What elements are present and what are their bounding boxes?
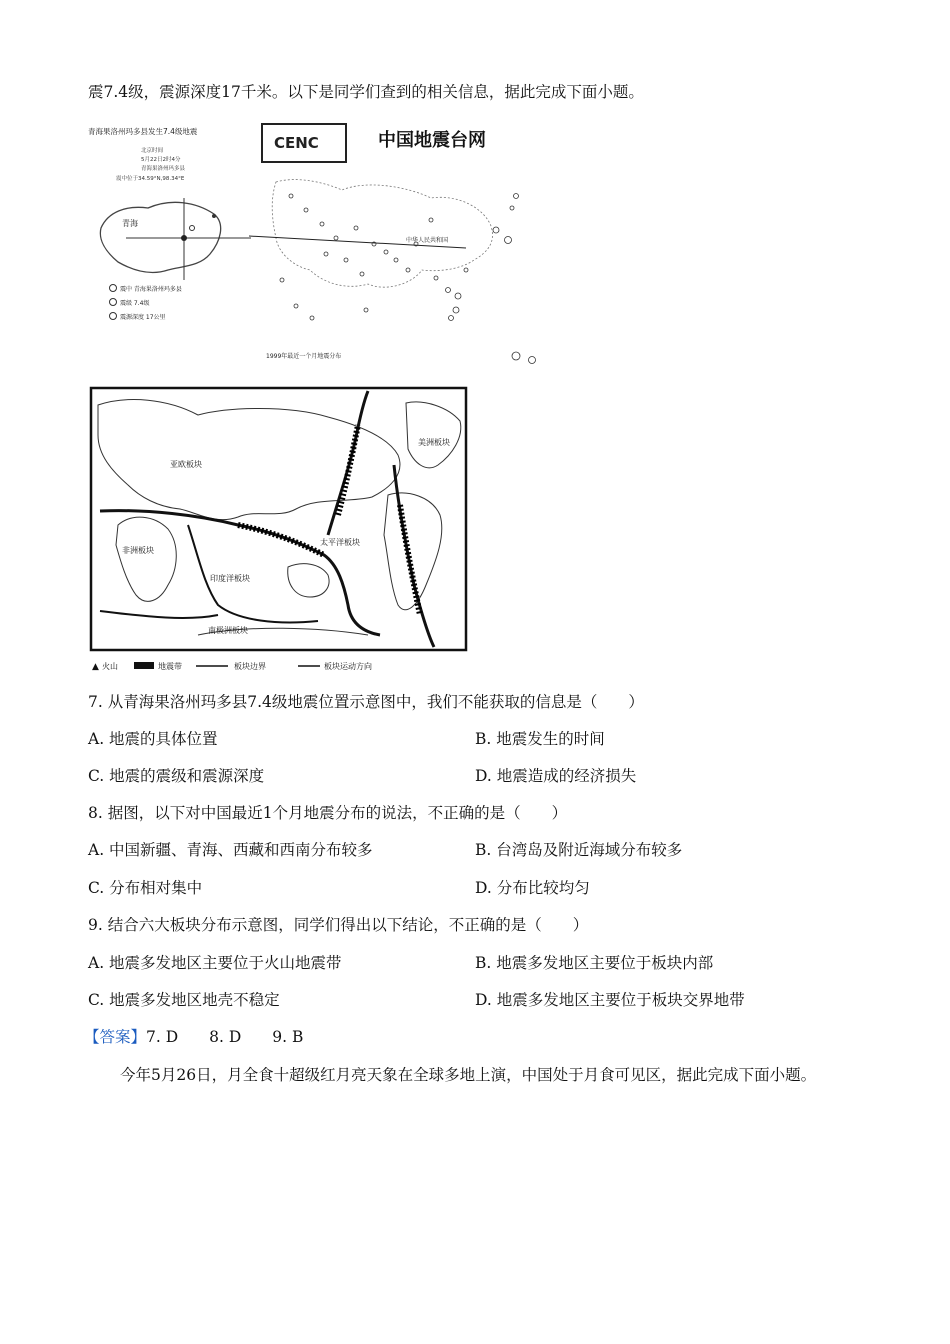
question-8-option-c[interactable]: C. 分布相对集中 xyxy=(88,879,203,897)
question-7-stem: 7. 从青海果洛州玛多县7.4级地震位置示意图中，我们不能获取的信息是（ ） xyxy=(88,693,644,711)
cenc-title: 中国地震台网 xyxy=(378,130,486,151)
plates-map-figure xyxy=(88,385,472,681)
plate-eurasian: 亚欧板块 xyxy=(170,460,202,469)
legend-boundary: 板块边界 xyxy=(234,662,266,671)
question-9-option-c[interactable]: C. 地震多发地区地壳不稳定 xyxy=(88,991,280,1009)
answer-line xyxy=(84,1027,303,1047)
answer-text: 7. D 8. D 9. B xyxy=(146,1028,304,1046)
svg-text:▲: ▲ xyxy=(92,662,99,672)
question-9-option-b[interactable]: B. 地震多发地区主要位于板块内部 xyxy=(475,954,714,972)
left-sub-0: 北京时间 xyxy=(141,148,164,154)
plate-pacific: 太平洋板块 xyxy=(320,538,360,547)
left-sub-1: 5月22日2时4分 xyxy=(141,157,181,163)
plate-indian: 印度洋板块 xyxy=(210,574,250,583)
question-7-option-a[interactable]: A. 地震的具体位置 xyxy=(88,730,218,748)
legend-magnitude: 震级 7.4级 xyxy=(120,300,150,307)
question-8-stem: 8. 据图，以下对中国最近1个月地震分布的说法，不正确的是（ ） xyxy=(88,804,568,822)
question-7-option-b[interactable]: B. 地震发生的时间 xyxy=(475,730,605,748)
china-label: 中华人民共和国 xyxy=(406,237,449,244)
question-7-option-d[interactable]: D. 地震造成的经济损失 xyxy=(475,767,637,785)
left-sub-2: 青海果洛州玛多县 xyxy=(141,166,186,172)
question-8-option-d[interactable]: D. 分布比较均匀 xyxy=(475,879,590,897)
region-label: 青海 xyxy=(122,219,138,228)
left-map-title: 青海果洛州玛多县发生7.4级地震 xyxy=(88,127,198,136)
earthquake-map-figure xyxy=(86,120,548,370)
legend-depth: 震源深度 17公里 xyxy=(120,314,166,321)
question-9-option-d[interactable]: D. 地震多发地区主要位于板块交界地带 xyxy=(475,991,745,1009)
question-9-option-a[interactable]: A. 地震多发地区主要位于火山地震带 xyxy=(88,954,342,972)
next-intro-text: 今年5月26日，月全食十超级红月亮天象在全球多地上演，中国处于月食可见区，据此完成下面小题。 xyxy=(120,1066,817,1084)
question-8-option-a[interactable]: A. 中国新疆、青海、西藏和西南分布较多 xyxy=(88,841,373,859)
plate-african: 非洲板块 xyxy=(122,546,154,555)
question-8-option-b[interactable]: B. 台湾岛及附近海域分布较多 xyxy=(475,841,683,859)
cenc-note: 1999年最近一个月地震分布 xyxy=(266,353,342,360)
answer-tag: 【答案】 xyxy=(84,1028,147,1046)
plate-antarctic: 南极洲板块 xyxy=(208,626,248,635)
legend-motion: 板块运动方向 xyxy=(324,662,372,671)
question-9-stem: 9. 结合六大板块分布示意图，同学们得出以下结论，不正确的是（ ） xyxy=(88,916,589,934)
epicenter-marker xyxy=(181,235,187,241)
left-sub-3: 震中位于34.59°N,98.34°E xyxy=(116,176,185,182)
question-7-option-c[interactable]: C. 地震的震级和震源深度 xyxy=(88,767,265,785)
legend-epicenter: 震中 青海果洛州玛多县 xyxy=(120,286,182,293)
plate-american: 美洲板块 xyxy=(418,438,450,447)
legend-belt: 地震带 xyxy=(158,662,182,671)
legend-volcano: 火山 xyxy=(102,662,118,671)
cenc-logo: CENC xyxy=(274,134,319,152)
intro-text: 震7.4级，震源深度17千米。以下是同学们查到的相关信息，据此完成下面小题。 xyxy=(88,83,644,101)
